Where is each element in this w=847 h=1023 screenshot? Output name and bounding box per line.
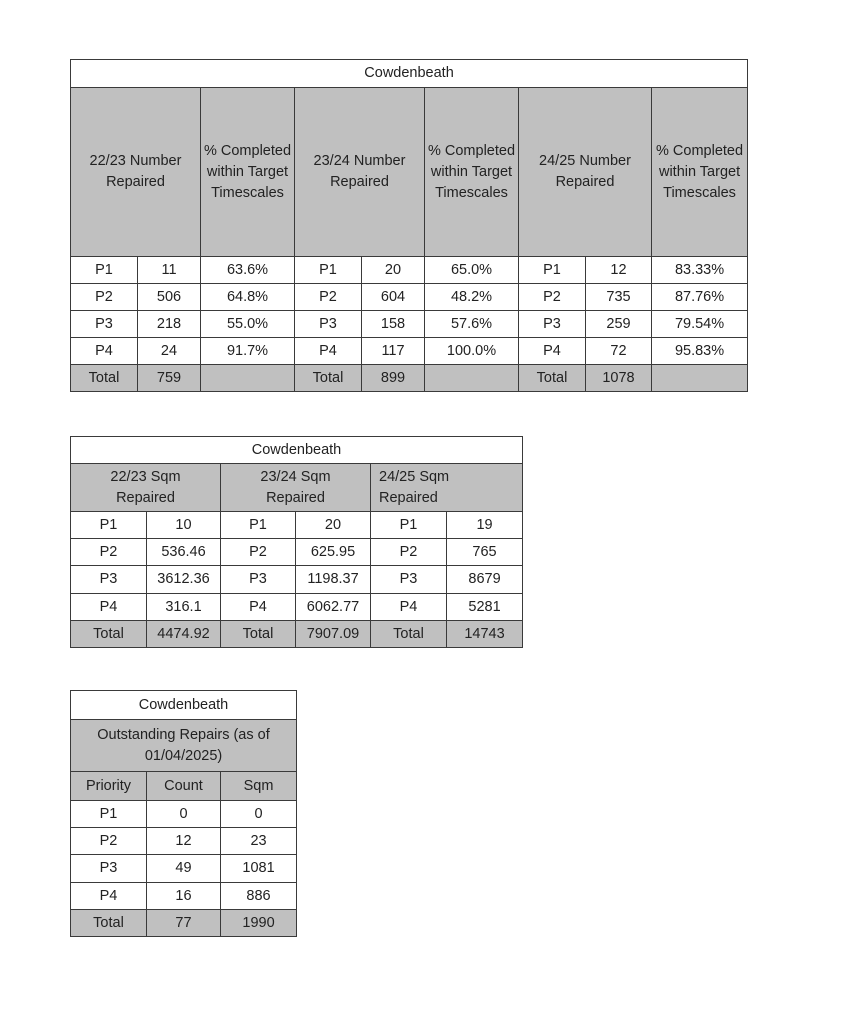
- priority-cell: P4: [371, 594, 447, 621]
- total-value: 1078: [586, 365, 652, 392]
- priority-cell: P4: [71, 338, 138, 365]
- priority-cell: P3: [71, 566, 147, 594]
- table-row: [71, 594, 523, 621]
- sqm-cell: 316.1: [147, 594, 221, 621]
- sqm-cell: 625.95: [296, 539, 371, 566]
- priority-cell: P1: [71, 801, 147, 828]
- total-value: 899: [362, 365, 425, 392]
- count-cell: 117: [362, 338, 425, 365]
- sqm-cell: 536.46: [147, 539, 221, 566]
- priority-cell: P4: [519, 338, 586, 365]
- count-cell: 24: [138, 338, 201, 365]
- pct-cell: 83.33%: [652, 257, 748, 284]
- pct-cell: 48.2%: [425, 284, 519, 311]
- pct-cell: 65.0%: [425, 257, 519, 284]
- table-row: [71, 539, 523, 566]
- table-row: [71, 284, 748, 311]
- table-row: [71, 512, 523, 539]
- priority-cell: P2: [71, 284, 138, 311]
- count-cell: 11: [138, 257, 201, 284]
- total-value: 4474.92: [147, 621, 221, 648]
- total-label: Total: [295, 365, 362, 392]
- sqm-cell: 20: [296, 512, 371, 539]
- count-cell: 16: [147, 883, 221, 910]
- total-value: 14743: [447, 621, 523, 648]
- sqm-cell: 765: [447, 539, 523, 566]
- priority-cell: P2: [71, 828, 147, 855]
- priority-cell: P2: [71, 539, 147, 566]
- pct-cell: 91.7%: [201, 338, 295, 365]
- count-cell: 49: [147, 855, 221, 883]
- pct-cell: 64.8%: [201, 284, 295, 311]
- column-header-2324-number: 23/24 Number Repaired: [295, 88, 425, 257]
- sqm-cell: 6062.77: [296, 594, 371, 621]
- pct-cell: 63.6%: [201, 257, 295, 284]
- sqm-cell: 5281: [447, 594, 523, 621]
- column-header-2223-number: 22/23 Number Repaired: [71, 88, 201, 257]
- total-sqm: 1990: [221, 910, 297, 937]
- empty-cell: [425, 365, 519, 392]
- priority-cell: P1: [371, 512, 447, 539]
- column-header-priority: Priority: [71, 772, 147, 801]
- priority-cell: P3: [295, 311, 362, 338]
- column-header-count: Count: [147, 772, 221, 801]
- column-header-2324-sqm: 23/24 Sqm Repaired: [221, 464, 371, 512]
- count-cell: 218: [138, 311, 201, 338]
- priority-cell: P1: [519, 257, 586, 284]
- pct-cell: 57.6%: [425, 311, 519, 338]
- total-label: Total: [71, 910, 147, 937]
- total-row: [71, 365, 748, 392]
- column-header-2223-sqm: 22/23 Sqm Repaired: [71, 464, 221, 512]
- priority-cell: P4: [71, 883, 147, 910]
- sqm-cell: 1198.37: [296, 566, 371, 594]
- table-row: [71, 338, 748, 365]
- priority-cell: P2: [221, 539, 296, 566]
- total-value: 7907.09: [296, 621, 371, 648]
- priority-cell: P4: [71, 594, 147, 621]
- column-header-2425-number: 24/25 Number Repaired: [519, 88, 652, 257]
- column-header-sqm: Sqm: [221, 772, 297, 801]
- total-label: Total: [71, 365, 138, 392]
- sqm-cell: 10: [147, 512, 221, 539]
- pct-cell: 95.83%: [652, 338, 748, 365]
- outstanding-subtitle: Outstanding Repairs (as of 01/04/2025): [71, 720, 297, 772]
- table-row: [71, 257, 748, 284]
- number-repaired-table: [70, 59, 748, 392]
- count-cell: 735: [586, 284, 652, 311]
- column-header-2425-sqm: 24/25 Sqm Repaired: [371, 464, 523, 512]
- outstanding-repairs-table: [70, 690, 297, 937]
- total-row: [71, 621, 523, 648]
- sqm-cell: 19: [447, 512, 523, 539]
- count-cell: 506: [138, 284, 201, 311]
- priority-cell: P1: [71, 512, 147, 539]
- sqm-repaired-table: [70, 436, 523, 648]
- priority-cell: P1: [221, 512, 296, 539]
- priority-cell: P3: [519, 311, 586, 338]
- priority-cell: P4: [221, 594, 296, 621]
- total-label: Total: [71, 621, 147, 648]
- sqm-cell: 886: [221, 883, 297, 910]
- total-row: [71, 910, 297, 937]
- column-header-2324-pct: % Completed within Target Timescales: [425, 88, 519, 257]
- priority-cell: P2: [519, 284, 586, 311]
- count-cell: 0: [147, 801, 221, 828]
- sqm-cell: 23: [221, 828, 297, 855]
- sqm-cell: 1081: [221, 855, 297, 883]
- table-row: [71, 855, 297, 883]
- pct-cell: 55.0%: [201, 311, 295, 338]
- pct-cell: 87.76%: [652, 284, 748, 311]
- table-title: Cowdenbeath: [71, 691, 297, 720]
- priority-cell: P3: [71, 311, 138, 338]
- priority-cell: P3: [221, 566, 296, 594]
- sqm-cell: 8679: [447, 566, 523, 594]
- count-cell: 259: [586, 311, 652, 338]
- sqm-cell: 0: [221, 801, 297, 828]
- priority-cell: P4: [295, 338, 362, 365]
- sqm-cell: 3612.36: [147, 566, 221, 594]
- count-cell: 604: [362, 284, 425, 311]
- priority-cell: P1: [71, 257, 138, 284]
- priority-cell: P1: [295, 257, 362, 284]
- priority-cell: P2: [295, 284, 362, 311]
- column-header-2223-pct: % Completed within Target Timescales: [201, 88, 295, 257]
- empty-cell: [201, 365, 295, 392]
- pct-cell: 100.0%: [425, 338, 519, 365]
- count-cell: 20: [362, 257, 425, 284]
- column-header-2425-pct: % Completed within Target Timescales: [652, 88, 748, 257]
- table-row: [71, 566, 523, 594]
- count-cell: 12: [147, 828, 221, 855]
- count-cell: 158: [362, 311, 425, 338]
- priority-cell: P2: [371, 539, 447, 566]
- total-count: 77: [147, 910, 221, 937]
- table-row: [71, 801, 297, 828]
- total-label: Total: [371, 621, 447, 648]
- total-value: 759: [138, 365, 201, 392]
- table-row: [71, 883, 297, 910]
- table-row: [71, 828, 297, 855]
- total-label: Total: [221, 621, 296, 648]
- count-cell: 72: [586, 338, 652, 365]
- table-row: [71, 311, 748, 338]
- pct-cell: 79.54%: [652, 311, 748, 338]
- priority-cell: P3: [71, 855, 147, 883]
- table-title: Cowdenbeath: [71, 60, 748, 88]
- priority-cell: P3: [371, 566, 447, 594]
- table-title: Cowdenbeath: [71, 437, 523, 464]
- empty-cell: [652, 365, 748, 392]
- total-label: Total: [519, 365, 586, 392]
- count-cell: 12: [586, 257, 652, 284]
